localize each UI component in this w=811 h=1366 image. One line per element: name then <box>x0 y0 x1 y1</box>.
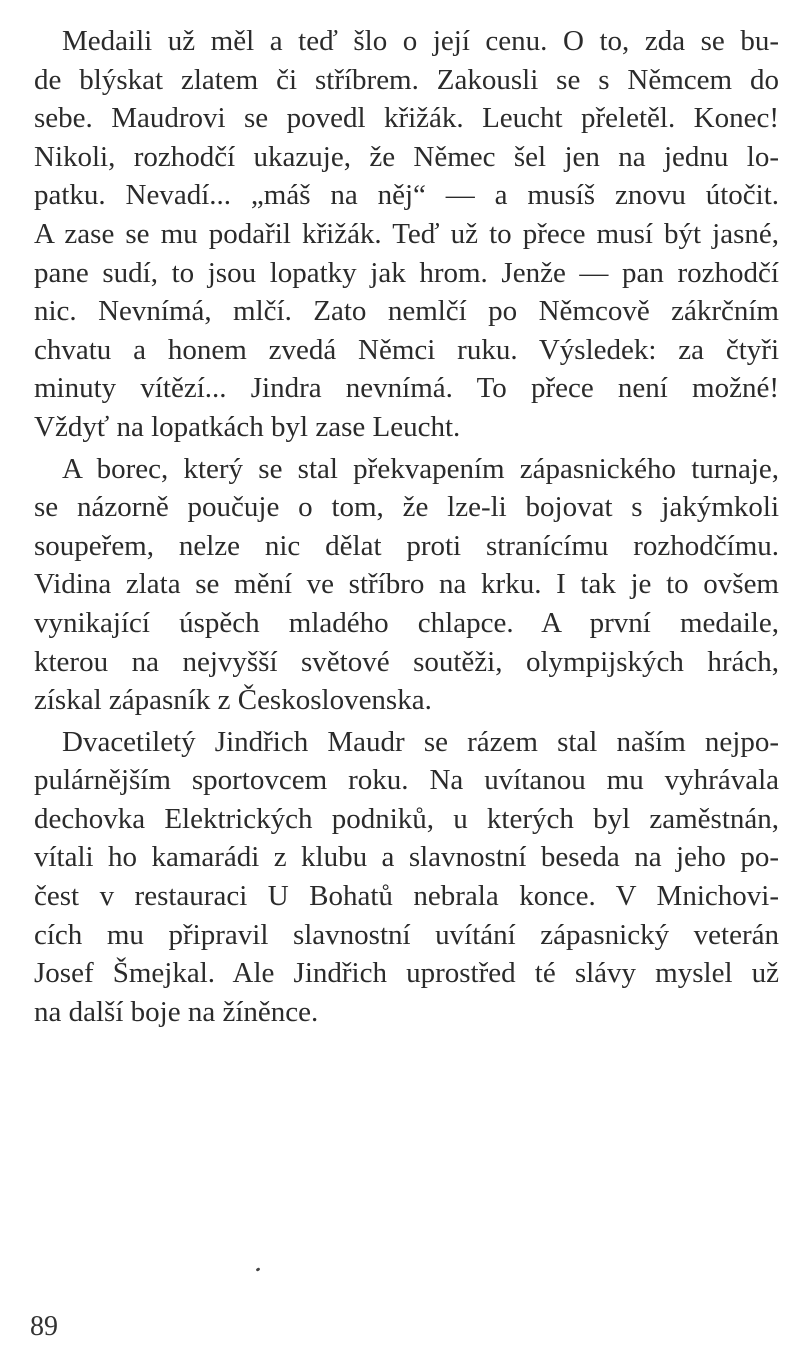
text-line: de blýskat zlatem či stříbrem. Zakousli se s Němcem do <box>34 63 779 96</box>
text-line: soupeřem, nelze nic dělat proti stranícímu rozhodčímu. <box>34 529 779 562</box>
text-line: A zase se mu podařil křižák. Teď už to přece musí být jasné, <box>34 217 779 250</box>
text-line: A borec, který se stal překvapením zápasnického turnaje, <box>62 452 779 485</box>
page-number: 89 <box>30 1311 58 1342</box>
text-line: Dvacetiletý Jindřich Maudr se rázem stal naším nejpo- <box>62 725 779 758</box>
text-line: vynikající úspěch mladého chlapce. A první medaile, <box>34 606 779 639</box>
text-line: Nikoli, rozhodčí ukazuje, že Němec šel jen na jednu lo- <box>34 140 779 173</box>
text-line: sebe. Maudrovi se povedl křižák. Leucht přeletěl. Konec! <box>34 102 779 135</box>
text-line: kterou na nejvyšší světové soutěži, olympijských hrách, <box>34 645 779 678</box>
text-line: vítali ho kamarádi z klubu a slavnostní beseda na jeho po- <box>34 841 779 874</box>
text-line: minuty vítězí... Jindra nevnímá. To přece není možné! <box>34 372 779 405</box>
ink-speck <box>256 1267 261 1272</box>
text-line: získal zápasník z Československa. <box>34 684 432 717</box>
text-line: Medaili už měl a teď šlo o její cenu. O to, zda se bu- <box>62 25 779 57</box>
text-line: pulárnějším sportovcem roku. Na uvítanou mu vyhrávala <box>34 764 779 797</box>
text-line: chvatu a honem zvedá Němci ruku. Výsledek: za čtyři <box>34 333 779 366</box>
text-line: Josef Šmejkal. Ale Jindřich uprostřed té slávy myslel už <box>34 957 779 990</box>
text-line: Vidina zlata se mění ve stříbro na krku. I tak je to ovšem <box>34 568 779 601</box>
text-line: cích mu připravil slavnostní uvítání zápasnický veterán <box>34 918 779 951</box>
text-line: se názorně poučuje o tom, že lze-li bojovat s jakýmkoli <box>34 491 779 524</box>
paragraph-2 <box>34 450 779 720</box>
text-line: patku. Nevadí... „máš na něj“ — a musíš znovu útočit. <box>34 179 779 212</box>
text-line: nic. Nevnímá, mlčí. Zato nemlčí po Němcově zákrčním <box>34 295 779 328</box>
text-line: pane sudí, to jsou lopatky jak hrom. Jenže — pan rozhodčí <box>34 256 779 289</box>
body-text <box>34 22 779 1031</box>
text-line: čest v restauraci U Bohatů nebrala konce. V Mnichovi- <box>34 880 779 913</box>
paragraph-3 <box>34 723 779 1032</box>
text-line: dechovka Elektrických podniků, u kterých byl zaměstnán, <box>34 802 779 835</box>
text-line: na další boje na žíněnce. <box>34 995 319 1028</box>
paragraph-1 <box>34 22 779 447</box>
text-line: Vždyť na lopatkách byl zase Leucht. <box>34 410 461 443</box>
